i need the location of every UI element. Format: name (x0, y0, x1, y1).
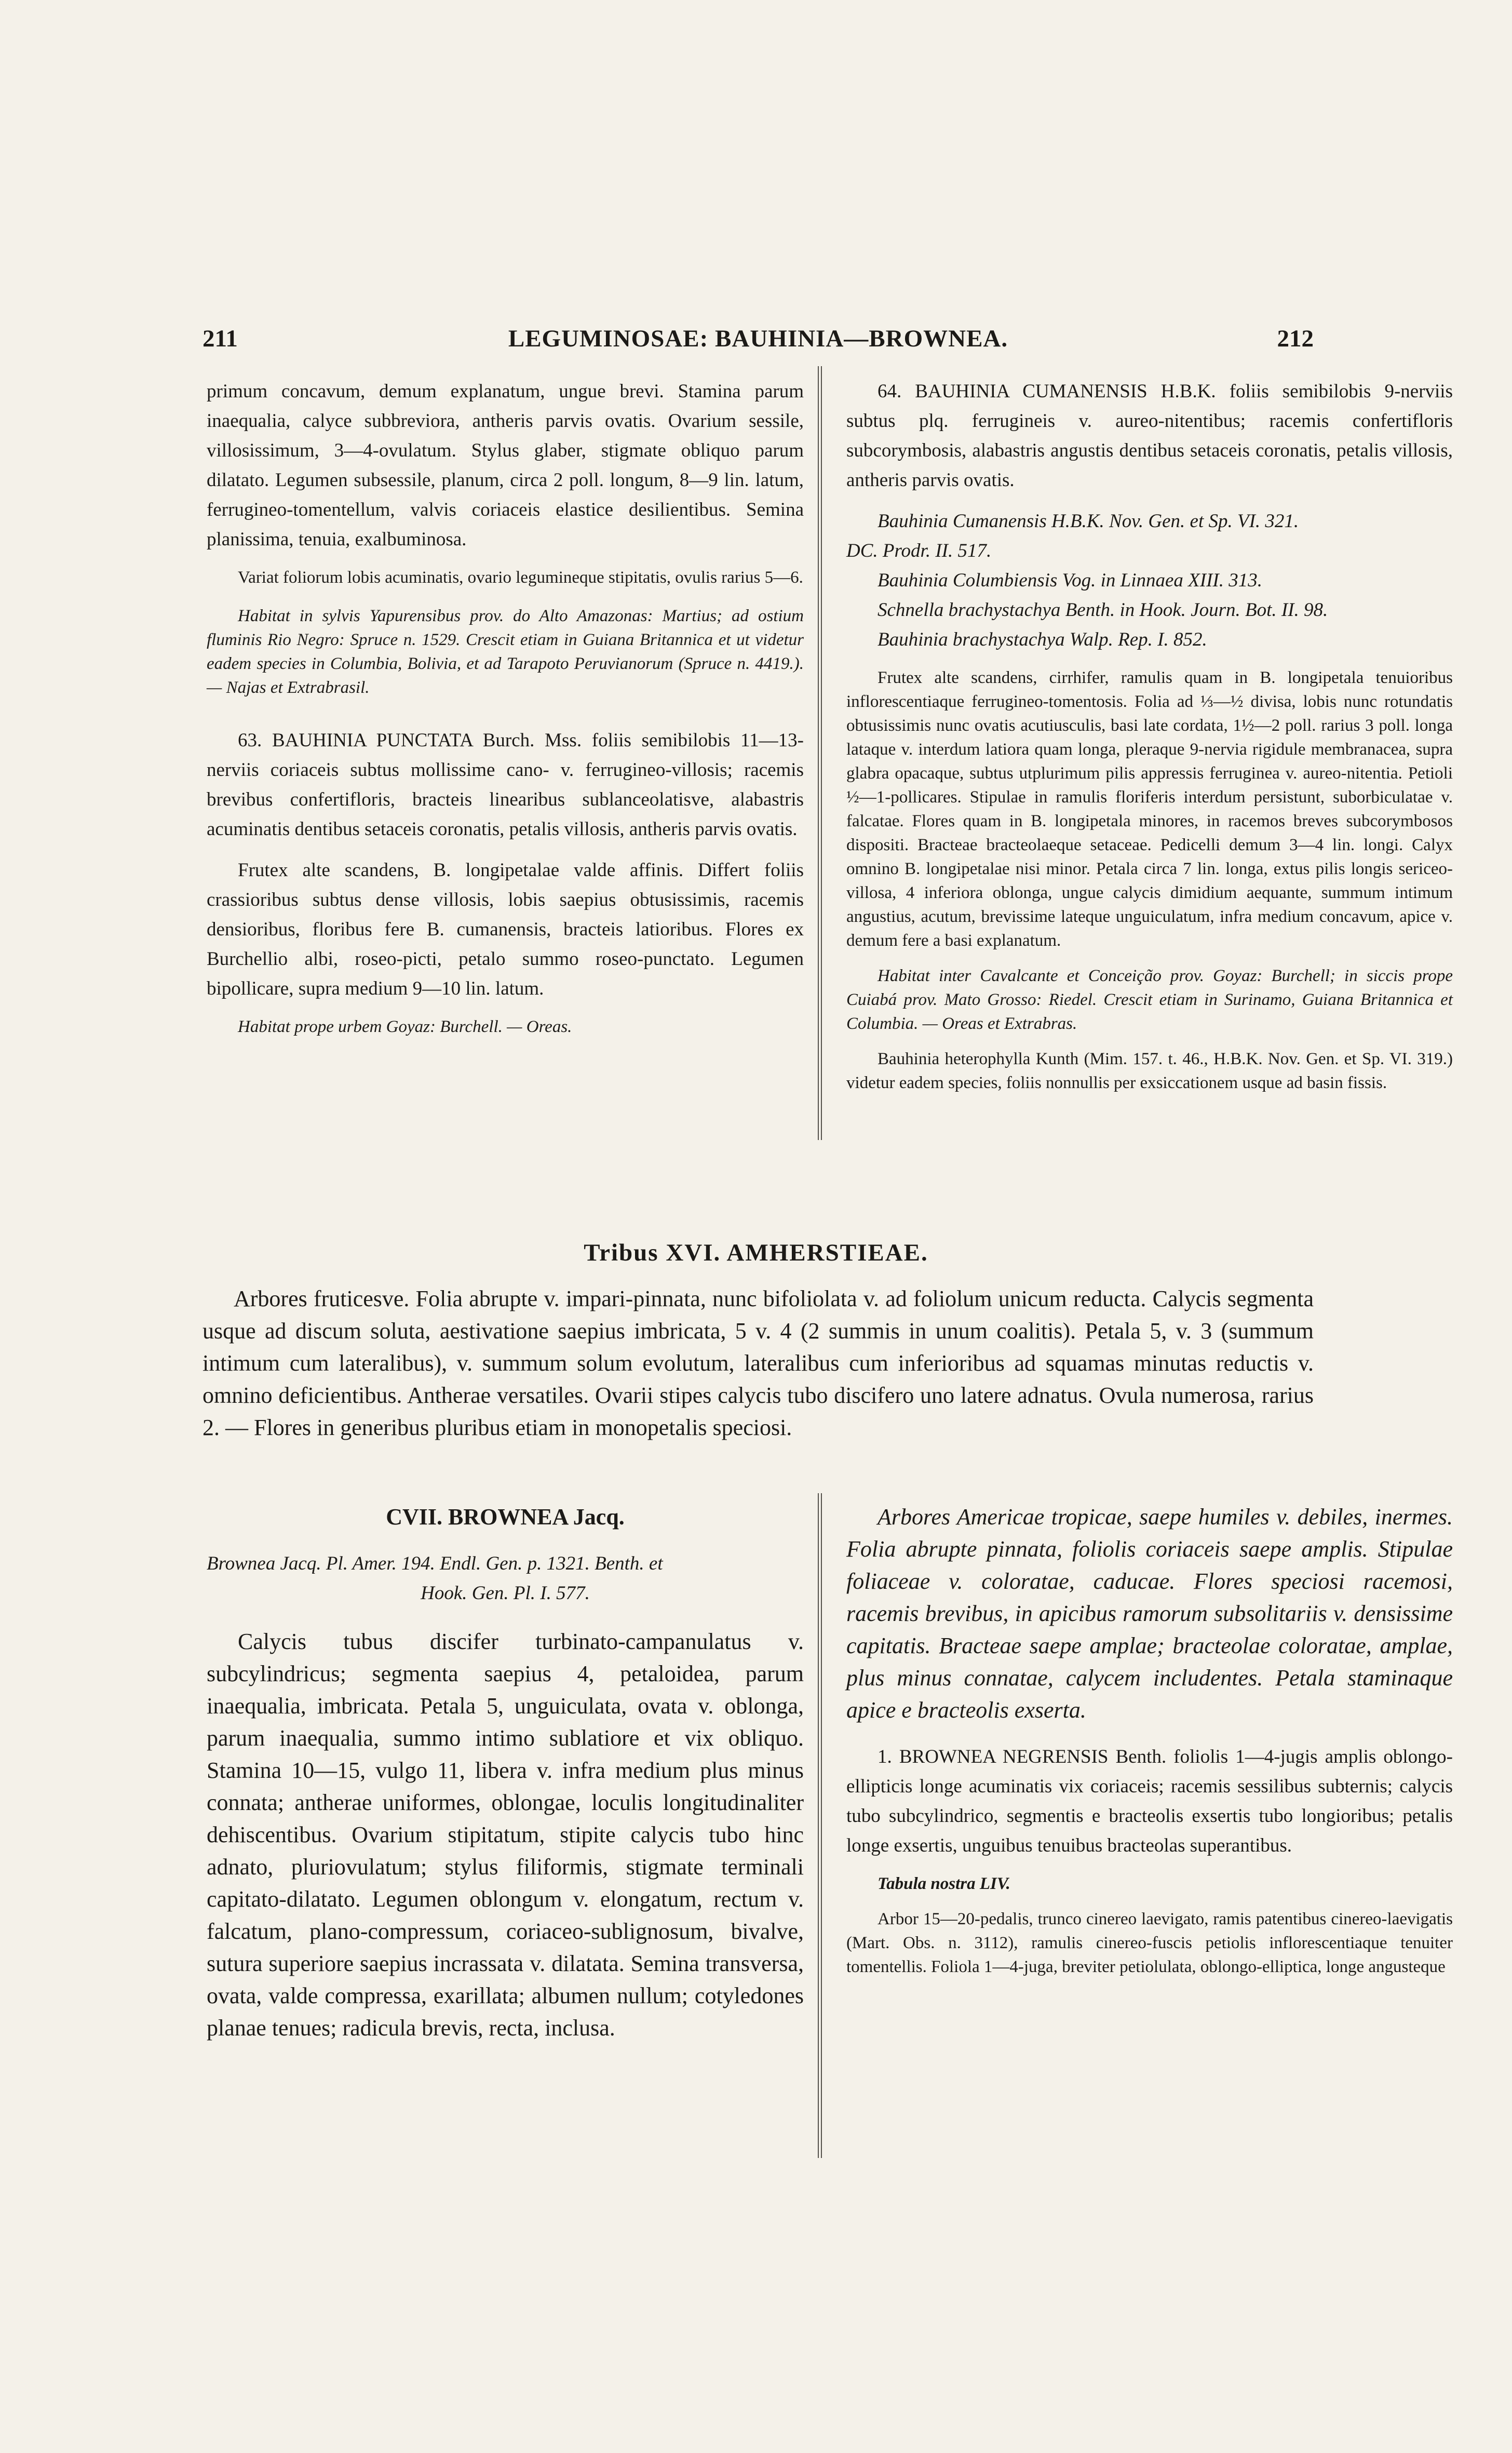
tribus-heading: Tribus XVI. AMHERSTIEAE. (584, 1239, 928, 1266)
column-divider-bottom (818, 1493, 822, 2158)
page-number-left: 211 (203, 325, 238, 352)
genus-intro: Arbores Americae tropicae, saepe humiles v. debiles, inermes. Folia abrupte pinnata, foliolis coriaceis saepe amplis. Stipulae foliaceae v. coloratae, caducae. Flores speciosi racemosi, racemis brevibus, in apicibus ramorum subsolitariis v. densissime capitatis. Bracteae saepe amplae; bracteolae coloratae, amplae, plus minus connatae, calycem includentes. Petala staminaque apice e bracteolis exserta. (846, 1504, 1453, 1723)
species-64-description: Frutex alte scandens, cirrhifer, ramulis quam in B. longipetala tenuioribus inflorescentiaque ferrugineo-tomentosis. Folia ad ⅓—½ divisa, lobis nunc rotundatis obtusissimis nunc ovatis acutiusculis, basi late cordata, 1½—2 poll. rarius 3 poll. longa lataque v. interdum latiora quam longa, pleraque 9-nervia rigidule membranacea, supra glabra opacaque, subtus utplurimum pilis appressis ferruginea v. aureo-nitentia. Petioli ½—1-pollicares. Stipulae in ramulis floriferis interdum persistunt, suborbiculatae v. falcatae. Flores quam in B. longipetala minores, in racemos breves subcorymbosos dispositi. Bracteae bracteolaeque setaceae. Pedicelli demum 3—4 lin. longi. Calyx omnino B. longipetalae nisi minor. Petala circa 7 lin. longa, extus pilis longis sericeo-villosa, 4 inferiora oblonga, ungue calycis dimidium aequante, summum intimum angustius, acutum, brevissime lateque unguiculatum, infra medium concavum, apice v. demum fere a basi explanatum. (846, 668, 1453, 950)
right-column-bottom (846, 1501, 1453, 1990)
synonym-3: Bauhinia Columbiensis Vog. in Linnaea XIII. 313. (878, 570, 1262, 591)
paragraph-habitat: Habitat in sylvis Yapurensibus prov. do Alto Amazonas: Martius; ad ostium fluminis Rio Negro: Spruce n. 1529. Crescit etiam in Guiana Britannica et ut videtur eadem species in Columbia, Bolivia, et ad Tarapoto Peruvianorum (Spruce n. 4419.). — Najas et Extrabrasil. (207, 607, 804, 697)
left-column-top (207, 377, 804, 1050)
right-column-top (846, 377, 1453, 1106)
synonym-5: Bauhinia brachystachya Walp. Rep. I. 852. (878, 629, 1207, 650)
left-column-bottom (207, 1501, 804, 2056)
synonym-4: Schnella brachystachya Benth. in Hook. Journ. Bot. II. 98. (878, 599, 1328, 621)
synonym-1: Bauhinia Cumanensis H.B.K. Nov. Gen. et Sp. VI. 321. (878, 511, 1299, 532)
tabula-reference: Tabula nostra LIV. (878, 1874, 1010, 1893)
tribus-description (203, 1283, 1314, 1455)
species-63-diagnosis: 63. BAUHINIA PUNCTATA Burch. Mss. foliis semibilobis 11—13-nerviis coriaceis subtus mollissime cano- v. ferrugineo-villosis; racemis brevibus confertifloris, bracteis linearibus sublanceolatisve, alabastris acuminatis dentibus setaceis coronatis, petalis villosis, antheris parvis ovatis. (207, 730, 804, 840)
genus-reference-1: Brownea Jacq. Pl. Amer. 194. Endl. Gen. p. 1321. Benth. et (207, 1553, 663, 1574)
species-63-description: Frutex alte scandens, B. longipetalae valde affinis. Differt foliis crassioribus subtus dense villosis, lobis saepius obtusissimis, racemis densioribus, floribus fere B. cumanensis, bracteis latioribus. Flores ex Burchellio albi, roseo-picti, petalo summo roseo-punctato. Legumen bipollicare, supra medium 9—10 lin. latum. (207, 860, 804, 999)
column-divider-top (818, 366, 822, 1140)
paragraph-description-end: primum concavum, demum explanatum, ungue brevi. Stamina parum inaequalia, calyce subbreviora, antheris parvis ovatis. Ovarium sessile, villosissimum, 3—4-ovulatum. Stylus glaber, stigmate obliquo parum dilatato. Legumen subsessile, planum, circa 2 poll. longum, 8—9 lin. latum, ferrugineo-tomentellum, valvis coriaceis elastice desilientibus. Semina planissima, tenuia, exalbuminosa. (207, 381, 804, 550)
synonym-2: DC. Prodr. II. 517. (846, 540, 992, 561)
species-1-diagnosis: 1. BROWNEA NEGRENSIS Benth. foliolis 1—4-jugis amplis oblongo-ellipticis longe acuminatis vix coriaceis; racemis sessilibus subternis; calycis tubo subcylindrico, segmentis e bracteolis exsertis tubo longioribus; petalis longe exsertis, unguibus tenuibus bracteolas superantibus. (846, 1746, 1453, 1856)
genus-description: Calycis tubus discifer turbinato-campanulatus v. subcylindricus; segmenta saepius 4, petaloidea, parum inaequalia, imbricata. Petala 5, unguiculata, ovata v. oblonga, parum inaequalia, summo intimo sublatiore et vix obliquo. Stamina 10—15, vulgo 11, libera v. infra medium plus minus connata; antherae uniformes, oblongae, loculis longitudinaliter dehiscentibus. Ovarium stipitatum, stipite calycis tubo hinc adnato, pluriovulatum; stylus filiformis, stigmate terminali capitato-dilatato. Legumen oblongum v. elongatum, rectum v. falcatum, plano-compressum, coriaceo-sublignosum, bivalve, sutura superiore saepius incrassata v. dilatata. Semina transversa, ovata, valde compressa, exarillata; albumen nullum; cotyledones planae tenues; radicula brevis, recta, inclusa. (207, 1629, 804, 2041)
paragraph-variation: Variat foliorum lobis acuminatis, ovario legumineque stipitatis, ovulis rarius 5—6. (238, 568, 803, 587)
genus-reference-2: Hook. Gen. Pl. I. 577. (421, 1583, 590, 1604)
species-1-description: Arbor 15—20-pedalis, trunco cinereo laevigato, ramis patentibus cinereo-laevigatis (Mart. Obs. n. 3112), ramulis cinereo-fuscis petiolis inflorescentiaque tenuiter tomentellis. Foliola 1—4-juga, breviter petiolulata, oblongo-elliptica, longe angusteque (846, 1910, 1453, 1976)
running-title: LEGUMINOSAE: BAUHINIA—BROWNEA. (508, 325, 1008, 352)
species-63-habitat: Habitat prope urbem Goyaz: Burchell. — Oreas. (238, 1017, 572, 1036)
species-64-diagnosis: 64. BAUHINIA CUMANENSIS H.B.K. foliis semibilobis 9-nerviis subtus plq. ferrugineis v. aureo-nitentibus; racemis confertifloris subcorymbosis, alabastris angustis dentibus setaceis coronatis, petalis villosis, antheris parvis ovatis. (846, 381, 1453, 491)
species-64-habitat: Habitat inter Cavalcante et Conceição prov. Goyaz: Burchell; in siccis prope Cuiabá prov. Mato Grosso: Riedel. Crescit etiam in Surinamo, Guiana Britannica et Columbia. — Oreas et Extrabras. (846, 967, 1453, 1033)
running-header (203, 325, 1314, 356)
tribus-text: Arbores fruticesve. Folia abrupte v. impari-pinnata, nunc bifoliolata v. ad foliolum unicum reducta. Calycis segmenta usque ad discum soluta, aestivatione saepius imbricata, 5 v. 4 (2 summis in unum coalitis). Petala 5, v. 3 (summum intimum cum lateralibus), v. summum solum evolutum, lateralibus cum inferioribus ad squamas minutas reductis v. omnino deficientibus. Antherae versatiles. Ovarii stipes calycis tubo discifero uno latere adnatus. Ovula numerosa, rarius 2. — Flores in generibus pluribus etiam in monopetalis speciosi. (203, 1286, 1314, 1440)
page-number-right: 212 (1277, 325, 1314, 352)
genus-title: CVII. BROWNEA Jacq. (386, 1504, 625, 1530)
species-64-note: Bauhinia heterophylla Kunth (Mim. 157. t. 46., H.B.K. Nov. Gen. et Sp. VI. 319.) videtur eadem species, foliis nonnullis per exsiccationem usque ad basin fissis. (846, 1050, 1453, 1092)
